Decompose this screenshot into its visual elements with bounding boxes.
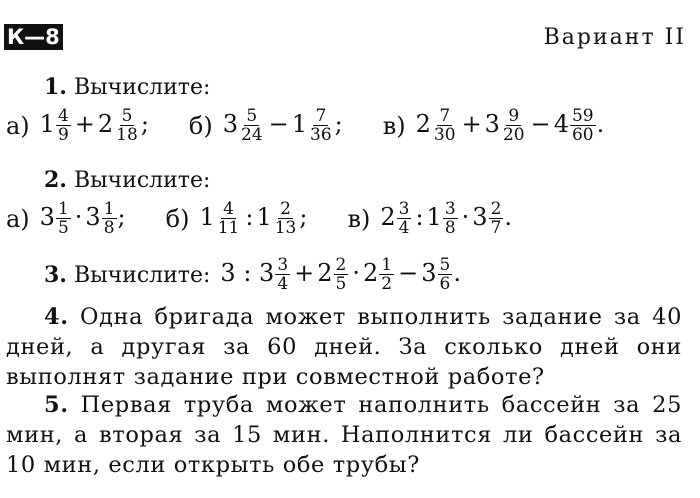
task1-a-label: а) bbox=[6, 111, 30, 140]
variant-label: Вариант II bbox=[543, 25, 686, 50]
task4-paragraph: 4. Одна бригада может выполнить задание за 40 дней, а другая за 60 дней. За сколько дней они выполнят задание при совместной работе? bbox=[6, 304, 682, 390]
task2-a-expr: 3 $\frac{1}{5}$ · 3 $\frac{1}{8}$ ; bbox=[39, 199, 126, 238]
section-badge: К—8 bbox=[4, 24, 63, 50]
task1-line bbox=[6, 107, 604, 144]
task2-title: 2. Вычислите: bbox=[44, 167, 211, 193]
task1-b-label: б) bbox=[188, 111, 213, 140]
task2-b-expr: 1 $\frac{4}{11}$ : 1 $\frac{2}{13}$ ; bbox=[199, 199, 308, 238]
task1-a-expr: 1 $\frac{4}{9}$ + 2 $\frac{5}{18}$ ; bbox=[39, 106, 149, 145]
task5-paragraph: 5. Первая труба может наполнить бассейн за 25 мин, а вторая за 15 мин. Наполнится ли бассейн за 10 мин, если открыть обе трубы? bbox=[6, 392, 682, 478]
task3-line bbox=[44, 256, 461, 293]
task2-c-expr: 2 $\frac{3}{4}$ : 1 $\frac{3}{8}$ · 3 $\frac{2}{7}$ . bbox=[380, 199, 513, 238]
task2-b-label: б) bbox=[165, 204, 190, 233]
task3-expr: 3 : 3 $\frac{3}{4}$ + 2 $\frac{2}{5}$ · 2 $\frac{1}{2}$ − 3 $\frac{5}{6}$ . bbox=[220, 255, 461, 294]
task2-a-label: а) bbox=[6, 204, 30, 233]
task2-line bbox=[6, 200, 512, 237]
task1-b-expr: 3 $\frac{5}{24}$ − 1 $\frac{7}{36}$ ; bbox=[222, 106, 343, 145]
task1-c-label: в) bbox=[382, 111, 406, 140]
task2-c-label: в) bbox=[347, 204, 371, 233]
task3-title: 3. Вычислите: bbox=[44, 261, 211, 288]
task1-title: 1. Вычислите: bbox=[44, 74, 211, 100]
task1-c-expr: 2 $\frac{7}{30}$ + 3 $\frac{9}{20}$ − 4 $\frac{59}{60}$ . bbox=[415, 106, 605, 145]
